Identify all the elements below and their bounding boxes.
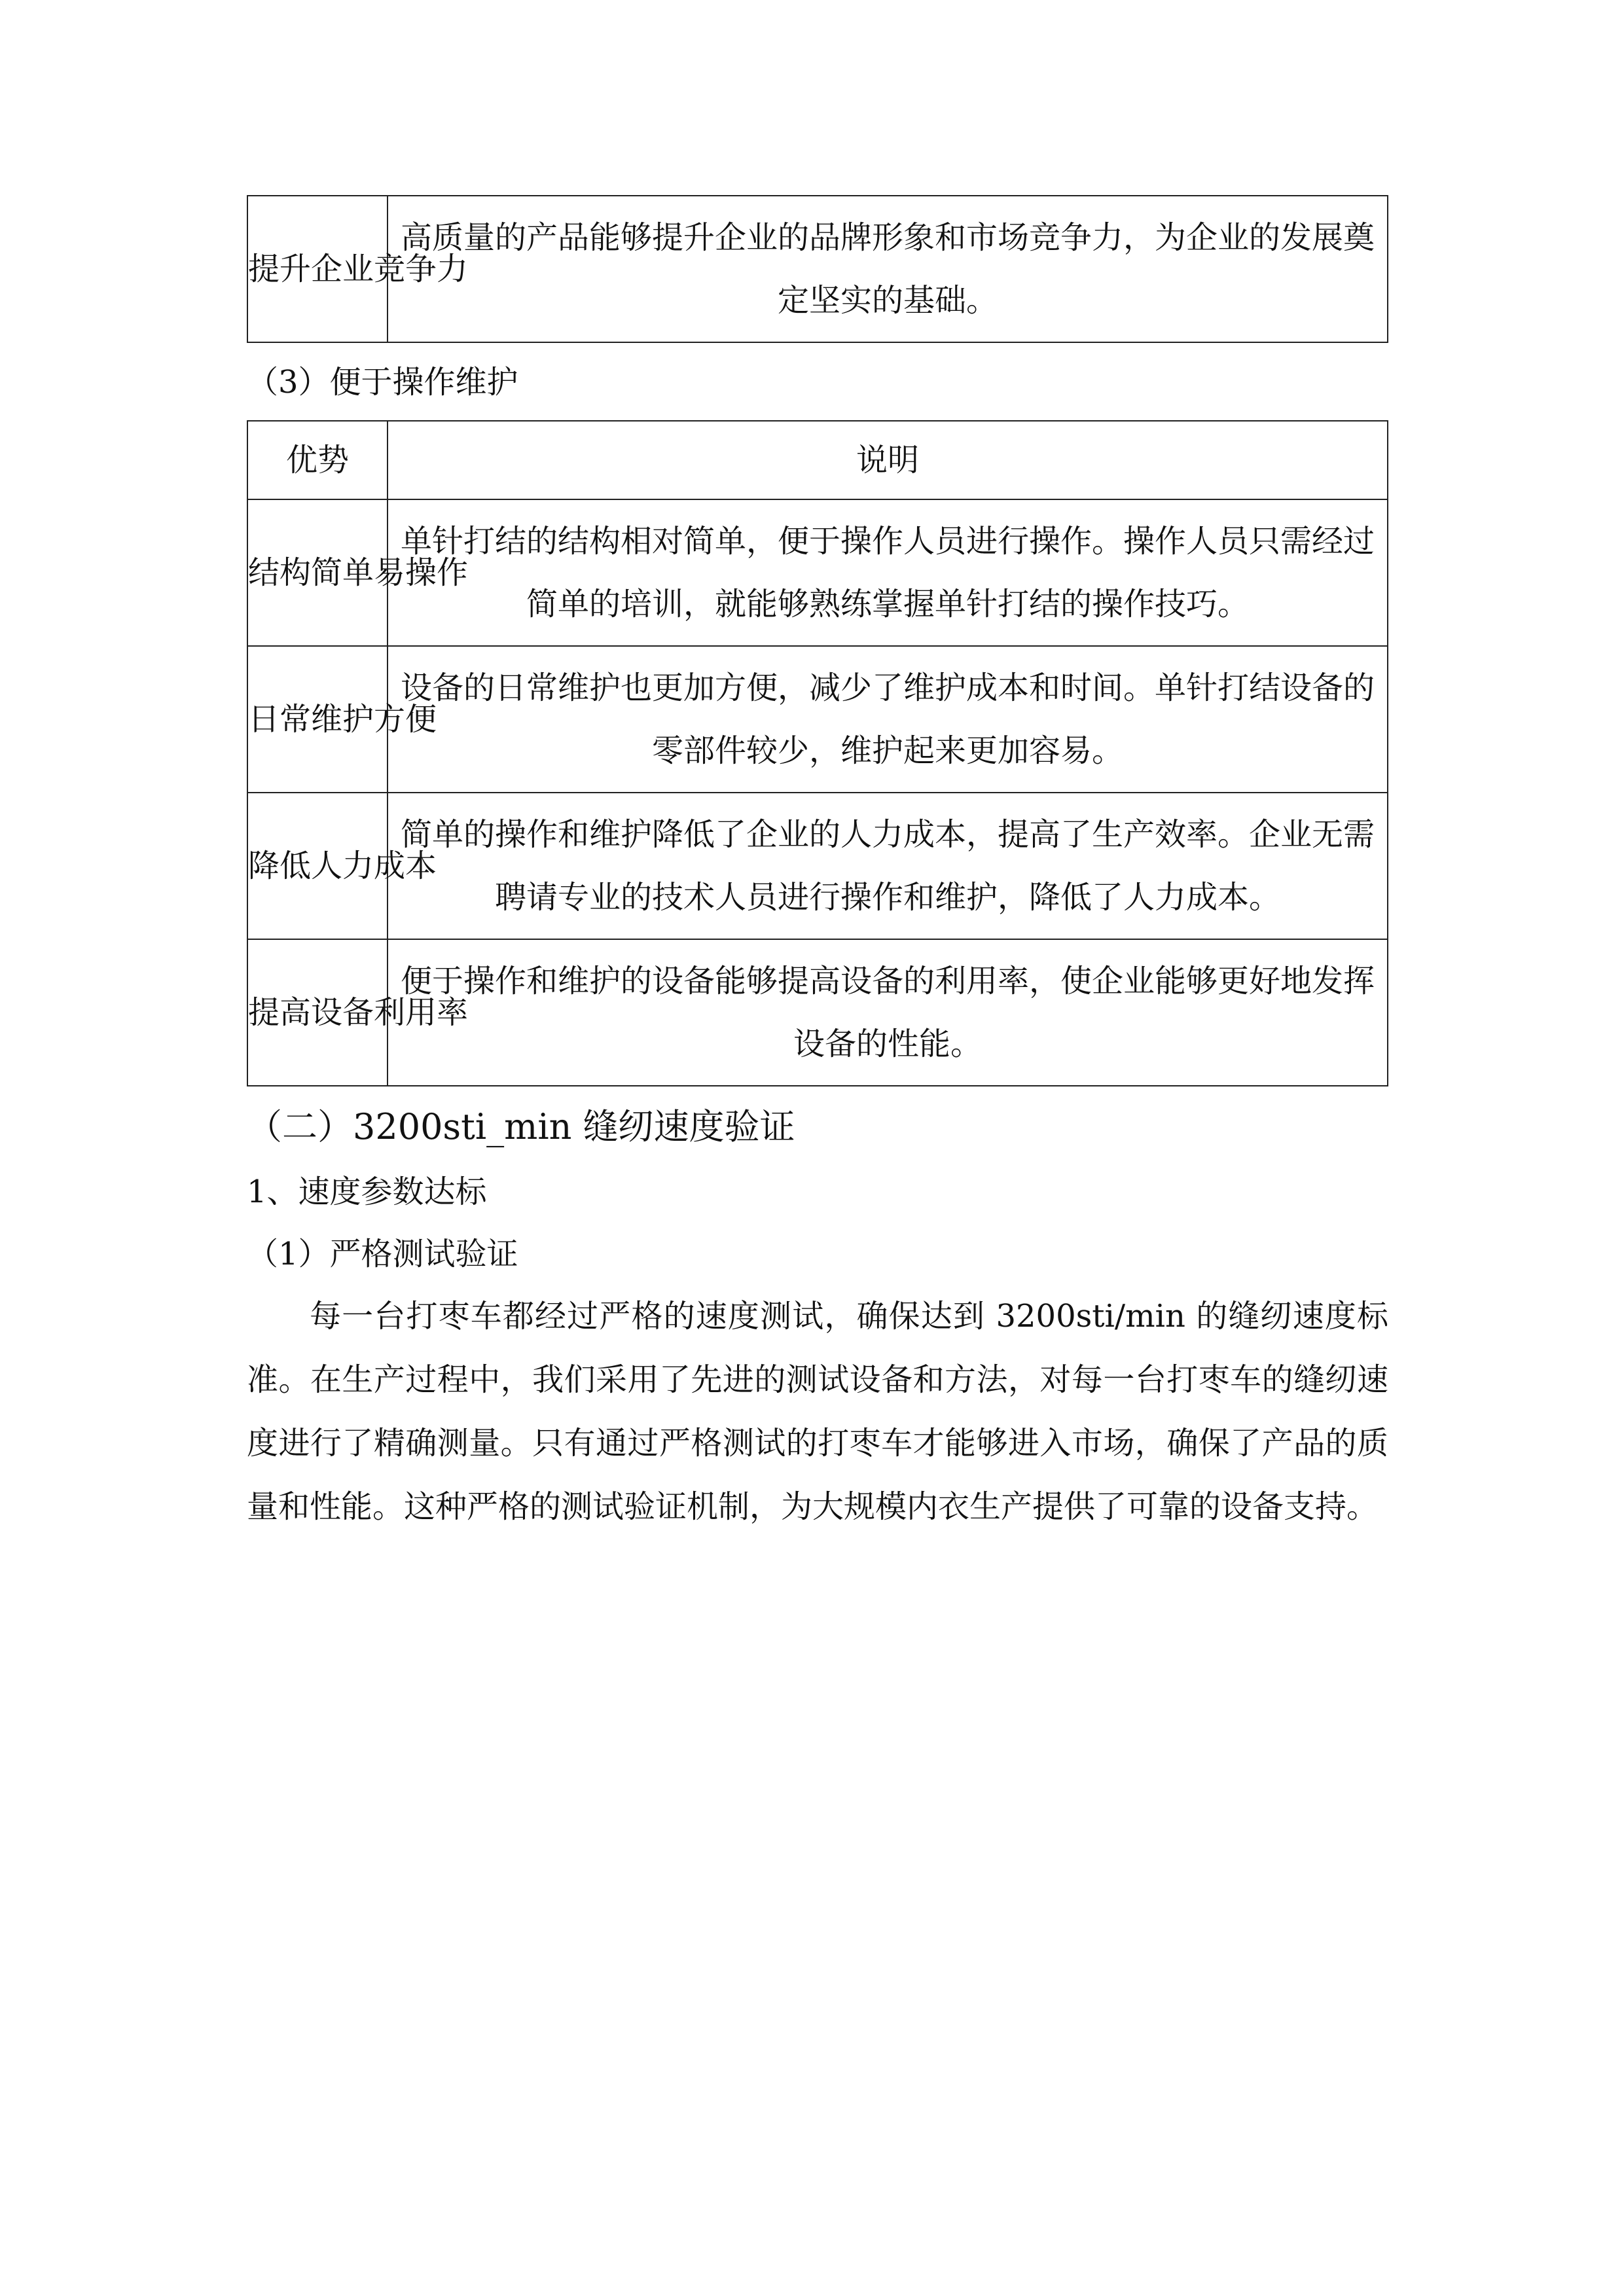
section-heading-speed-verification: （二）3200sti_min 缝纫速度验证 (247, 1106, 795, 1147)
description-cell: 高质量的产品能够提升企业的品牌形象和市场竞争力，为企业的发展奠定坚实的基础。 (388, 196, 1388, 342)
advantage-cell: 结构简单易操作 (247, 499, 388, 646)
description-cell: 单针打结的结构相对简单，便于操作人员进行操作。操作人员只需经过简单的培训，就能够熟练掌握单针打结的操作技巧。 (388, 499, 1388, 646)
advantage-cell: 提高设备利用率 (247, 939, 388, 1086)
table-operation-maintenance (247, 420, 1388, 1086)
description-cell: 简单的操作和维护降低了企业的人力成本，提高了生产效率。企业无需聘请专业的技术人员进行操作和维护，降低了人力成本。 (388, 793, 1388, 939)
table-row (247, 499, 1388, 646)
table-row (247, 939, 1388, 1086)
subheading-strict-testing: （1）严格测试验证 (247, 1236, 518, 1272)
description-cell: 设备的日常维护也更加方便，减少了维护成本和时间。单针打结设备的零部件较少，维护起来更加容易。 (388, 646, 1388, 793)
table-row (247, 196, 1388, 342)
subheading-speed-parameters: 1、速度参数达标 (247, 1174, 487, 1210)
table-enterprise-competitiveness (247, 195, 1388, 343)
table-row (247, 793, 1388, 939)
advantage-cell: 降低人力成本 (247, 793, 388, 939)
advantage-cell: 提升企业竞争力 (247, 196, 388, 342)
body-paragraph: 每一台打枣车都经过严格的速度测试，确保达到 3200sti/min 的缝纫速度标准。在生产过程中，我们采用了先进的测试设备和方法，对每一台打枣车的缝纫速度进行了精确测量。只有通过严格测试的打枣车才能够进入市场，确保了产品的质量和性能。这种严格的测试验证机制，为大规模内衣生产提供了可靠的设备支持。 (247, 1298, 1388, 1525)
section-heading-ease-of-maintenance: （3）便于操作维护 (247, 364, 518, 401)
header-description: 说明 (388, 421, 1388, 499)
table-header-row (247, 421, 1388, 499)
advantage-cell: 日常维护方便 (247, 646, 388, 793)
header-advantage: 优势 (247, 421, 388, 499)
table-row (247, 646, 1388, 793)
description-cell: 便于操作和维护的设备能够提高设备的利用率，使企业能够更好地发挥设备的性能。 (388, 939, 1388, 1086)
